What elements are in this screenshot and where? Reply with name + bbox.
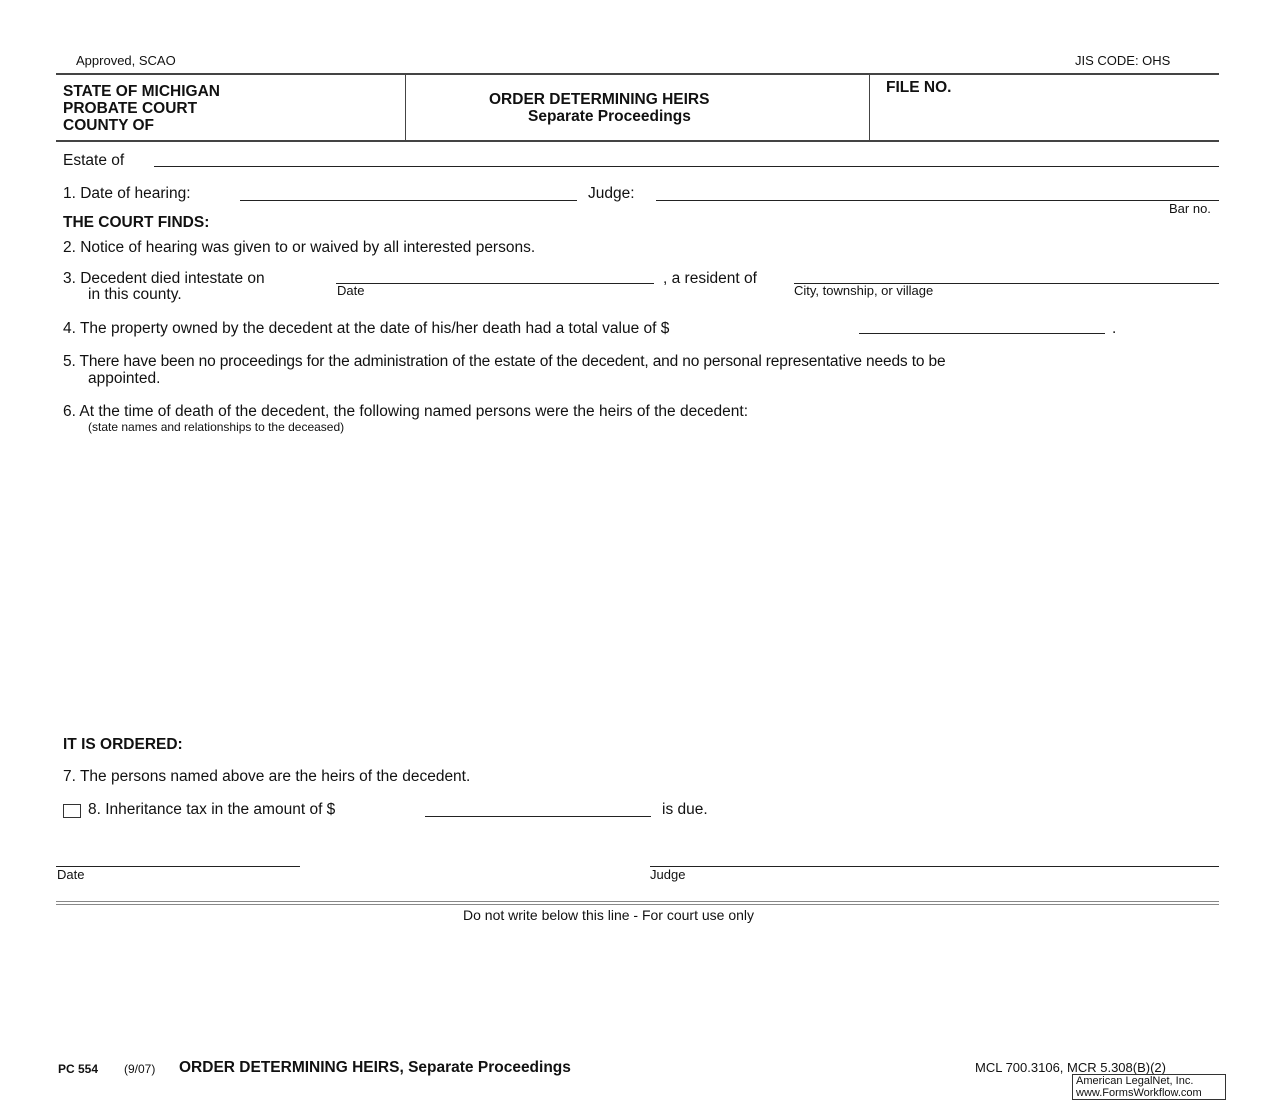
item-6-text: 6. At the time of death of the decedent, the following named persons were the heirs of the decedent:: [63, 403, 749, 420]
estate-of-label: Estate of: [63, 152, 125, 169]
signature-date-label: Date: [57, 867, 85, 882]
item-5-line1: 5. There have been no proceedings for the administration of the estate of the decedent, and no personal representative needs to be: [63, 353, 946, 370]
inheritance-tax-checkbox[interactable]: [63, 804, 81, 818]
tax-amount-field[interactable]: [425, 816, 651, 817]
form-number: PC 554: [58, 1062, 99, 1076]
death-date-field[interactable]: [336, 283, 654, 284]
approved-label: Approved, SCAO: [76, 53, 176, 68]
judge-field[interactable]: [656, 200, 1219, 201]
judge-signature-field[interactable]: [650, 866, 1219, 867]
date-caption: Date: [337, 283, 365, 298]
file-no-label: FILE NO.: [886, 79, 952, 96]
form-revision: (9/07): [124, 1062, 156, 1076]
item-2: 2. Notice of hearing was given to or waived by all interested persons.: [63, 239, 536, 256]
divider: [56, 904, 1219, 905]
hearing-date-label: 1. Date of hearing:: [63, 185, 191, 202]
judge-signature-label: Judge: [650, 867, 686, 882]
state-label: STATE OF MICHIGAN: [63, 83, 220, 100]
form-title: ORDER DETERMINING HEIRS: [489, 91, 710, 108]
judge-label: Judge:: [588, 185, 635, 202]
item-4-text: 4. The property owned by the decedent at the date of his/her death had a total value of $: [63, 320, 670, 337]
item-5-line2: appointed.: [88, 370, 161, 387]
divider: [56, 140, 1219, 142]
court-finds-heading: THE COURT FINDS:: [63, 214, 210, 231]
item-3-county: in this county.: [88, 286, 182, 303]
item-8-text: 8. Inheritance tax in the amount of $: [88, 801, 336, 818]
divider: [869, 74, 870, 140]
item-7: 7. The persons named above are the heirs of the decedent.: [63, 768, 471, 785]
vendor-name: American LegalNet, Inc.: [1076, 1075, 1194, 1087]
form-subtitle: Separate Proceedings: [528, 108, 691, 125]
county-label: COUNTY OF: [63, 117, 154, 134]
divider: [56, 73, 1219, 75]
signature-date-field[interactable]: [56, 866, 300, 867]
ordered-heading: IT IS ORDERED:: [63, 736, 183, 753]
estate-of-field[interactable]: [154, 166, 1219, 167]
item-6-note: (state names and relationships to the deceased): [88, 420, 345, 434]
jis-code: JIS CODE: OHS: [1075, 53, 1171, 68]
hearing-date-field[interactable]: [240, 200, 577, 201]
heirs-text-area[interactable]: [88, 440, 1218, 730]
city-caption: City, township, or village: [794, 283, 934, 298]
court-use-notice: Do not write below this line - For court use only: [463, 907, 755, 923]
court-label: PROBATE COURT: [63, 100, 198, 117]
footer-title: ORDER DETERMINING HEIRS, Separate Proceedings: [179, 1059, 571, 1076]
resident-of-label: , a resident of: [663, 270, 757, 287]
divider: [56, 901, 1219, 902]
property-value-field[interactable]: [859, 333, 1105, 334]
vendor-url: www.FormsWorkflow.com: [1076, 1087, 1202, 1099]
divider: [405, 74, 406, 140]
bar-no-label: Bar no.: [1169, 201, 1211, 216]
item-4-period: .: [1112, 320, 1117, 337]
item-3-text: 3. Decedent died intestate on: [63, 270, 265, 287]
citation: MCL 700.3106, MCR 5.308(B)(2): [975, 1060, 1166, 1075]
item-8-due: is due.: [662, 801, 708, 818]
vendor-stamp: [1072, 1074, 1226, 1100]
